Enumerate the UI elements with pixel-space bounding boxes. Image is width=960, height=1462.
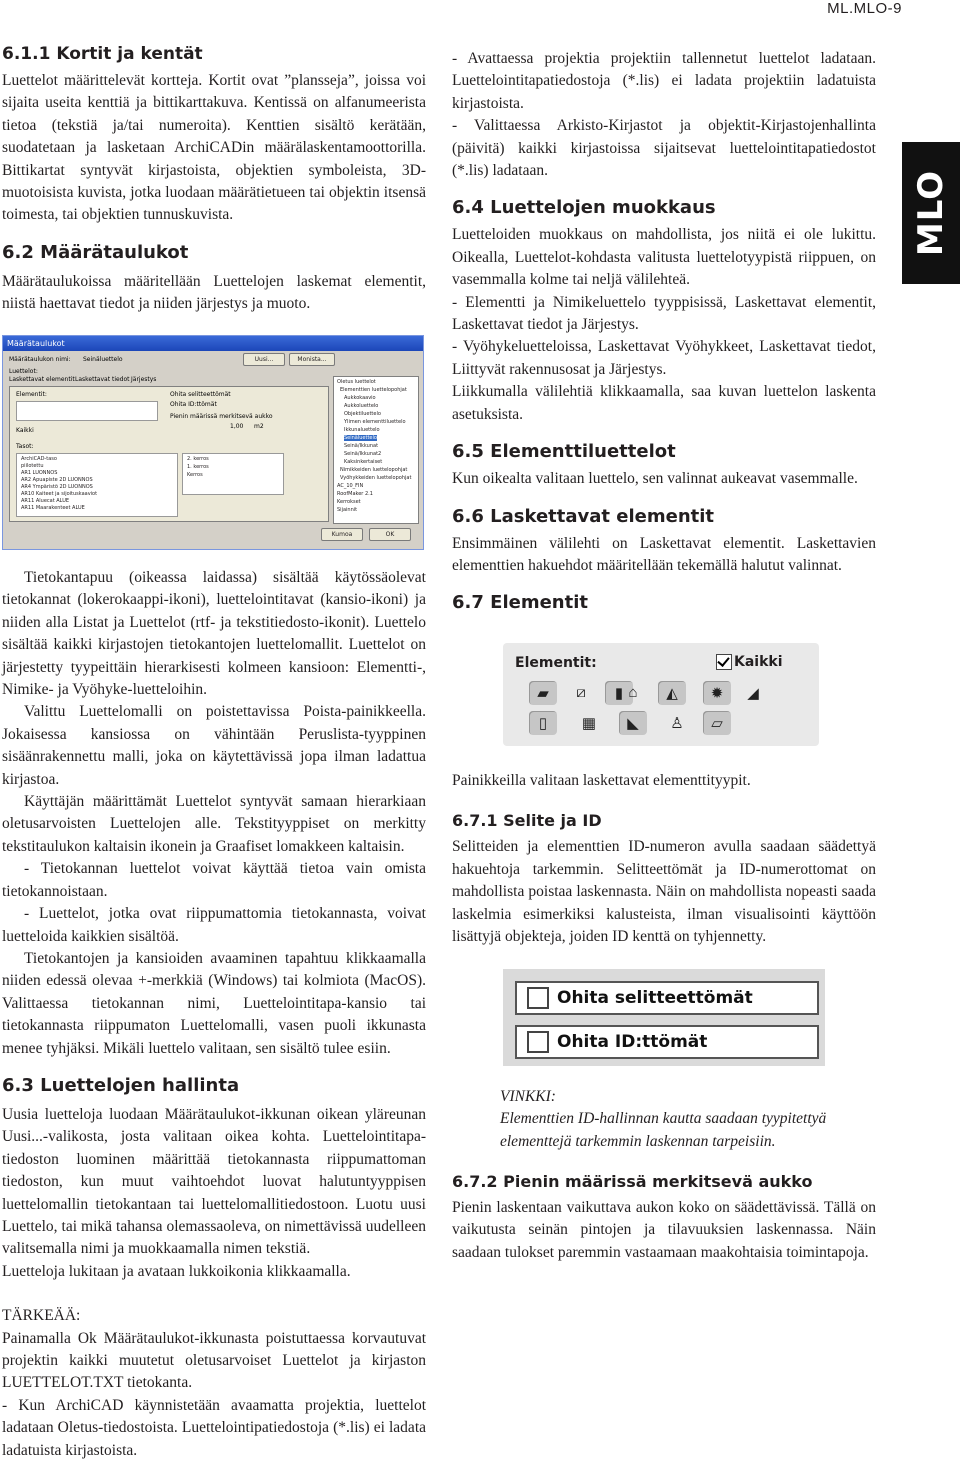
luettelot-label: Luettelot:	[9, 368, 38, 375]
chair-object-icon[interactable]: ♙	[670, 715, 684, 732]
checkbox[interactable]	[527, 1031, 549, 1053]
right-column-top	[452, 48, 876, 615]
database-tree[interactable]	[333, 376, 419, 524]
kaikki-checkbox[interactable]	[716, 654, 732, 670]
layer-row[interactable]: AR10 Kaiteet ja sijoituskaaviot	[21, 491, 98, 497]
left-column-top	[2, 42, 426, 316]
paragraph-riippumattomat: - Luettelot, jotka ovat riippumattomia tietokannasta, voivat luetteloida kaikkien sisältöä.	[2, 905, 426, 945]
tree-item[interactable]: Seinä/Ikkunat	[344, 443, 379, 449]
settings-panel	[9, 386, 329, 522]
ok-button[interactable]: OK	[369, 528, 411, 541]
paragraph-tietokantapuu: Tietokantapuu (oikeassa laidassa) sisältää käytössäolevat tietokannat (lokerokaappi-ikoni), luettelointitavat (kansio-ikoni) ja niiden alla Listat ja Luettelot (rtf- ja tekstitiedosto-ikonit). Luettelo sisältää kaikki kirjastojen tietokantojen luettelomallit. Luettelot on järjestetty tyypeittäin hierarkisesti kolmeen kansioon: Elementti-, Nimike- ja Vyöhyke-luetteloihin.	[2, 569, 426, 699]
elementit-label: Elementit:	[16, 391, 47, 398]
slab-tool-icon[interactable]: ▱	[703, 711, 731, 735]
column-round-icon[interactable]: ▯	[529, 711, 557, 735]
pienin-aukko-label: Pienin määrissä merkitsevä aukko	[170, 413, 273, 420]
window-tool-icon[interactable]: ▦	[581, 715, 597, 732]
floor-list[interactable]	[182, 453, 284, 495]
vinkki-label: VINKKI:	[500, 1088, 556, 1105]
left-column-bottom	[2, 567, 426, 1462]
paragraph-archicad-kaynnistys: - Kun ArchiCAD käynnistetään avaamatta projektia, luettelot ladataan Oletus-tiedostoista. Luettelointipatiedostoja (*.lis) ei ladata ladatuista kirjastoista.	[2, 1396, 426, 1459]
tree-item[interactable]: Oletus luettelot	[337, 379, 376, 385]
ohita-selitteettomat-option[interactable]: Ohita selitteettömät	[170, 391, 231, 398]
heading-6-4: 6.4 Luettelojen muokkaus	[452, 197, 716, 219]
paragraph-valilehdet: Liikkumalla välilehtiä klikkaamalla, saa kuvan luettelon laskenta asetuksista.	[452, 383, 876, 423]
layer-row[interactable]: AR11 Maarakenteet ALUE	[21, 505, 85, 511]
paragraph-selite-id: Selitteiden ja elementtien ID-numeron avulla saadaan säädettyä hakuehtoja tarkemmin. Selitteettömät ja ID-numerottomat on mahdollista poistaa laskennasta. Näin on mahdollista nopeasti saada laskelmia esimerkiksi kalusteista, ilman visualisointi käyttöön lisättyjä objekteja, joiden ID kenttä on tyhjennetty.	[452, 838, 876, 946]
elementit-label: Elementit:	[515, 655, 597, 671]
wall-tool-icon[interactable]: ▰	[529, 681, 557, 705]
layer-row[interactable]: AR11 Aluecat ALUE	[21, 498, 70, 504]
tip-box	[500, 1086, 880, 1153]
layer-row[interactable]: AR1 LUONNOS	[21, 470, 58, 476]
paragraph-laskettavat: Ensimmäinen välilehti on Laskettavat elementit. Laskettavien elementtien hakuehdot määritellään tekemällä halutut valinnat.	[452, 534, 876, 574]
table-name-label: Määrätaulukon nimi:	[9, 356, 71, 363]
ignore-options-screenshot	[503, 969, 825, 1066]
dialog-titlebar: Määrätaulukot	[3, 336, 423, 351]
tree-item[interactable]: Nimikkeiden luettelopohjat	[340, 467, 408, 473]
heading-6-3: 6.3 Luettelojen hallinta	[2, 1074, 240, 1096]
layer-row[interactable]: piilotettu	[21, 463, 44, 469]
beam-tool-icon[interactable]: ⧄	[576, 685, 586, 701]
paragraph-avaaminen: Tietokantojen ja kansioiden avaaminen tapahtuu klikkaamalla niiden edessä olevaa +-merkkiä (Windows) tai kolmiota (MacOS). Valittaessa tietokannan nimi, Luettelointitapa-kansio tai tietokannasta riippumaton Luettelomalli, vasen puoli ikkunasta menee tyhjäksi. Mikäli luettelo valitaan, sen sisältö tulee esiin.	[2, 949, 426, 1057]
paragraph-avattaessa: - Avattaessa projektia projektiin tallennetut luettelot ladataan. Luettelointitapatiedostoja (*.lis) ei ladata projektiin ladatuista kirjastoista.	[452, 50, 876, 112]
door-tool-icon[interactable]: ⌂	[628, 684, 638, 701]
pienin-aukko-value[interactable]: 1,00	[230, 423, 244, 430]
tree-item[interactable]: Aukkoluettelo	[344, 403, 379, 409]
tree-item[interactable]: RoofMaker 2.1	[337, 491, 373, 497]
tree-item[interactable]: Kerrokset	[337, 499, 361, 505]
tree-item[interactable]: Vyöhykkeiden luettelopohjat	[340, 475, 412, 481]
tree-item[interactable]: Elementtien luettelopohjat	[340, 387, 407, 393]
heading-6-7-1: 6.7.1 Selite ja ID	[452, 811, 602, 831]
maaratauluko-dialog-screenshot	[2, 335, 424, 550]
paragraph-luettelojen-hallinta: Uusia luetteloja luodaan Määrätaulukot-ikkunan oikean yläreunan Uusi...-valikosta, josta valitaan oikea kohta. Luettelointitapa-tiedoston luominen määrittää tietokannasta riippumattoman tiedoston, kun muut vaihtoehdot luovat halutuntyyppisen luettelomallin tietokantaan tai luettelomallitiedostoon. Luotu uusi Luettelo, tai mikä tahansa olemassaoleva, on nimettävissä uudelleen valitsemalla nimi ja muokkaamalla nimen tekstiä.	[2, 1105, 426, 1258]
paragraph-kayttajan-luettelot: Käyttäjän määrittämät Luettelot syntyvät samaan hierarkiaan oletusarvoisten Luettelojen alle. Tekstityyppiset on merkitty tekstitaulukon kaltaisin ikonein ja Graafiset lomakkeen kaltaisin.	[2, 793, 426, 855]
paragraph-kortit-kentat: Luettelot määrittelevät kortteja. Kortit ovat ”plansseja”, joissa voi sijaita useita kenttiä ja bittikarttakuva. Kentissä on alfanumeerista tietoa (tekstiä ja/tai numeroita). Kenttien sisältö kerätään, suodatetaan ja lasketaan ArchiCADin määrälaskentamoottorilla. Bittikartat syntyvät kirjastoista, objektien symboleista, 3D-muotoisista kuvista, jotka luodaan määrätietueen tai objektin itsensä toimesta, tai objektien tunnuskuvista.	[2, 72, 426, 224]
paragraph-valittaessa: - Valittaessa Arkisto-Kirjastot ja objektit-Kirjastojenhallinta (päivitä) kaikki kirjastoissa sijaitsevat luettelointitapatiedostot (*.lis) ladataan.	[452, 117, 876, 180]
layer-row[interactable]: AR2 Apuapiste 2D LUONNOS	[21, 477, 93, 483]
tree-item[interactable]: Ylimen elementtiluettelo	[344, 419, 406, 425]
floor-row[interactable]: Kerros	[187, 472, 203, 478]
pienin-aukko-unit: m2	[254, 423, 264, 430]
uusi-button[interactable]: Uusi...	[243, 353, 285, 366]
tree-item[interactable]: Sijainnit	[337, 507, 358, 513]
column-tool-icon[interactable]: ▮	[605, 681, 633, 705]
tree-item-selected[interactable]: Seinäluettelo	[344, 435, 377, 441]
paragraph-vyohyke: - Vyöhykeluetteloissa, Laskettavat Vyöhykkeet, Laskettavat tiedot, Liittyvät rakennusosat ja Järjestys.	[452, 338, 876, 378]
tab-laskettavat-tiedot[interactable]: Laskettavat tiedot	[75, 376, 130, 383]
paragraph-painikkeet: Painikkeilla valitaan laskettavat elementtityypit.	[452, 772, 751, 789]
tree-item[interactable]: Seinä/Ikkunat2	[344, 451, 382, 457]
stair-tool-icon[interactable]: ◣	[619, 711, 647, 735]
kaikki-select[interactable]: Kaikki	[16, 427, 34, 434]
tasot-label: Tasot:	[16, 443, 34, 450]
kaikki-label: Kaikki	[734, 654, 783, 670]
tarkeaa-label: TÄRKEÄÄ:	[2, 1307, 81, 1325]
heading-6-7: 6.7 Elementit	[452, 592, 588, 614]
lamp-tool-icon[interactable]: ✹	[703, 681, 731, 705]
kumoa-button[interactable]: Kumoa	[321, 528, 363, 541]
heading-6-2: 6.2 Määrätaulukot	[2, 241, 189, 263]
heading-6-6: 6.6 Laskettavat elementit	[452, 505, 715, 527]
right-column-middle	[452, 770, 876, 948]
right-column-bottom	[452, 1171, 876, 1264]
paragraph-tarkeaa: Painamalla Ok Määrätaulukot-ikkunasta poistuttaessa korvautuvat projektin kaikki muutetut oletusarvoiset Luettelot ja kirjaston LUETTELOT.TXT tietokanta.	[2, 1329, 426, 1392]
tree-item[interactable]: Ikkunaluettelo	[344, 427, 380, 433]
heading-6-7-2: 6.7.2 Pienin määrissä merkitsevä aukko	[452, 1172, 813, 1191]
side-tab-label: MLO	[911, 169, 951, 257]
tree-item[interactable]: Aukkokaavio	[344, 395, 376, 401]
element-icons-strip[interactable]	[16, 401, 158, 421]
paragraph-pienin-aukko: Pienin laskentaan vaikuttava aukon koko on säädettävissä. Tällä on vaikutusta seinän pintojen ja tilavuuksien laskennassa. Näin saadaan tulokset paremmin vastaamaan maakohtaisia toimintapoja.	[452, 1199, 876, 1261]
floor-row[interactable]: 2. kerros	[187, 456, 209, 462]
paragraph-muokkaus: Luetteloiden muokkaus on mahdollista, jos niitä ei ole lukittu. Oikealla, Luettelot-kohdasta valitusta luettelotyypistä riippuen, on vasemmalla kolme tai neljä välilehteä.	[452, 226, 876, 289]
tab-laskettavat-elementit[interactable]: Laskettavat elementit	[9, 376, 75, 383]
paragraph-lukitus: Luetteloja lukitaan ja avataan lukkoikonia klikkaamalla.	[2, 1262, 351, 1280]
paragraph-tietokannan-luettelot: - Tietokannan luettelot voivat käyttää tietoa vain omista tietokannoistaan.	[2, 860, 426, 900]
heading-6-1-1: 6.1.1 Kortit ja kentät	[2, 44, 203, 64]
tree-item[interactable]: Objektiluettelo	[344, 411, 381, 417]
paragraph-elementtiluettelot: Kun oikealta valitaan luettelo, sen valinnat aukeavat vasemmalle.	[452, 470, 858, 488]
monista-button[interactable]: Monista...	[289, 353, 335, 366]
checkbox[interactable]	[527, 987, 549, 1009]
paragraph-elementti-nimike: - Elementti ja Nimikeluettelo tyyppisissä, Laskettavat elementit, Laskettavat tiedot ja Järjestys.	[452, 293, 876, 334]
option-label: Ohita selitteettömät	[557, 988, 753, 1008]
table-name-value: Seinäluettelo	[83, 356, 123, 363]
page-code: ML.MLO-9	[827, 0, 902, 17]
vinkki-text: Elementtien ID-hallinnan kautta saadaan tyypitettyä elementtejä tarkemmin laskennan tarpeisiin.	[500, 1110, 827, 1150]
layer-row[interactable]: AR4 Ympäristö 2D LUONNOS	[21, 484, 93, 490]
roof-tool-icon[interactable]: ◭	[658, 681, 686, 705]
paragraph-maaratauluko: Määrätaulukoissa määritellään Luettelojen laskemat elementit, niistä haettavat tiedot ja niiden järjestys ja muoto.	[2, 272, 426, 313]
floor-row[interactable]: 1. kerros	[187, 464, 209, 470]
element-buttons-screenshot	[503, 643, 819, 746]
mesh-tool-icon[interactable]: ◢	[747, 685, 759, 702]
option-label: Ohita ID:ttömät	[557, 1032, 708, 1052]
ohita-idttomat-option[interactable]	[515, 1025, 819, 1059]
heading-6-5: 6.5 Elementtiluettelot	[452, 441, 676, 463]
layer-list[interactable]	[16, 453, 178, 517]
layer-row[interactable]: ArchiCAD-taso	[21, 456, 57, 462]
tree-item[interactable]: AC_10_FIN	[337, 483, 364, 489]
tree-item[interactable]: Kaksinkertaiset	[344, 459, 383, 465]
ohita-selitteettomat-option[interactable]	[515, 981, 819, 1015]
side-section-tab	[902, 142, 960, 284]
tab-jarjestys[interactable]: Järjestys	[131, 376, 157, 383]
ohita-idttomat-option[interactable]: Ohita ID:ttömät	[170, 401, 217, 408]
paragraph-luettelomalli: Valittu Luettelomalli on poistettavissa Poista-painikkeella. Jokaisessa kansiossa on vähintään Peruslista-tyyppinen sisäänrakennettu malli, joka on käytettävissä jopa ilman ladattua kirjastoa.	[2, 703, 426, 788]
